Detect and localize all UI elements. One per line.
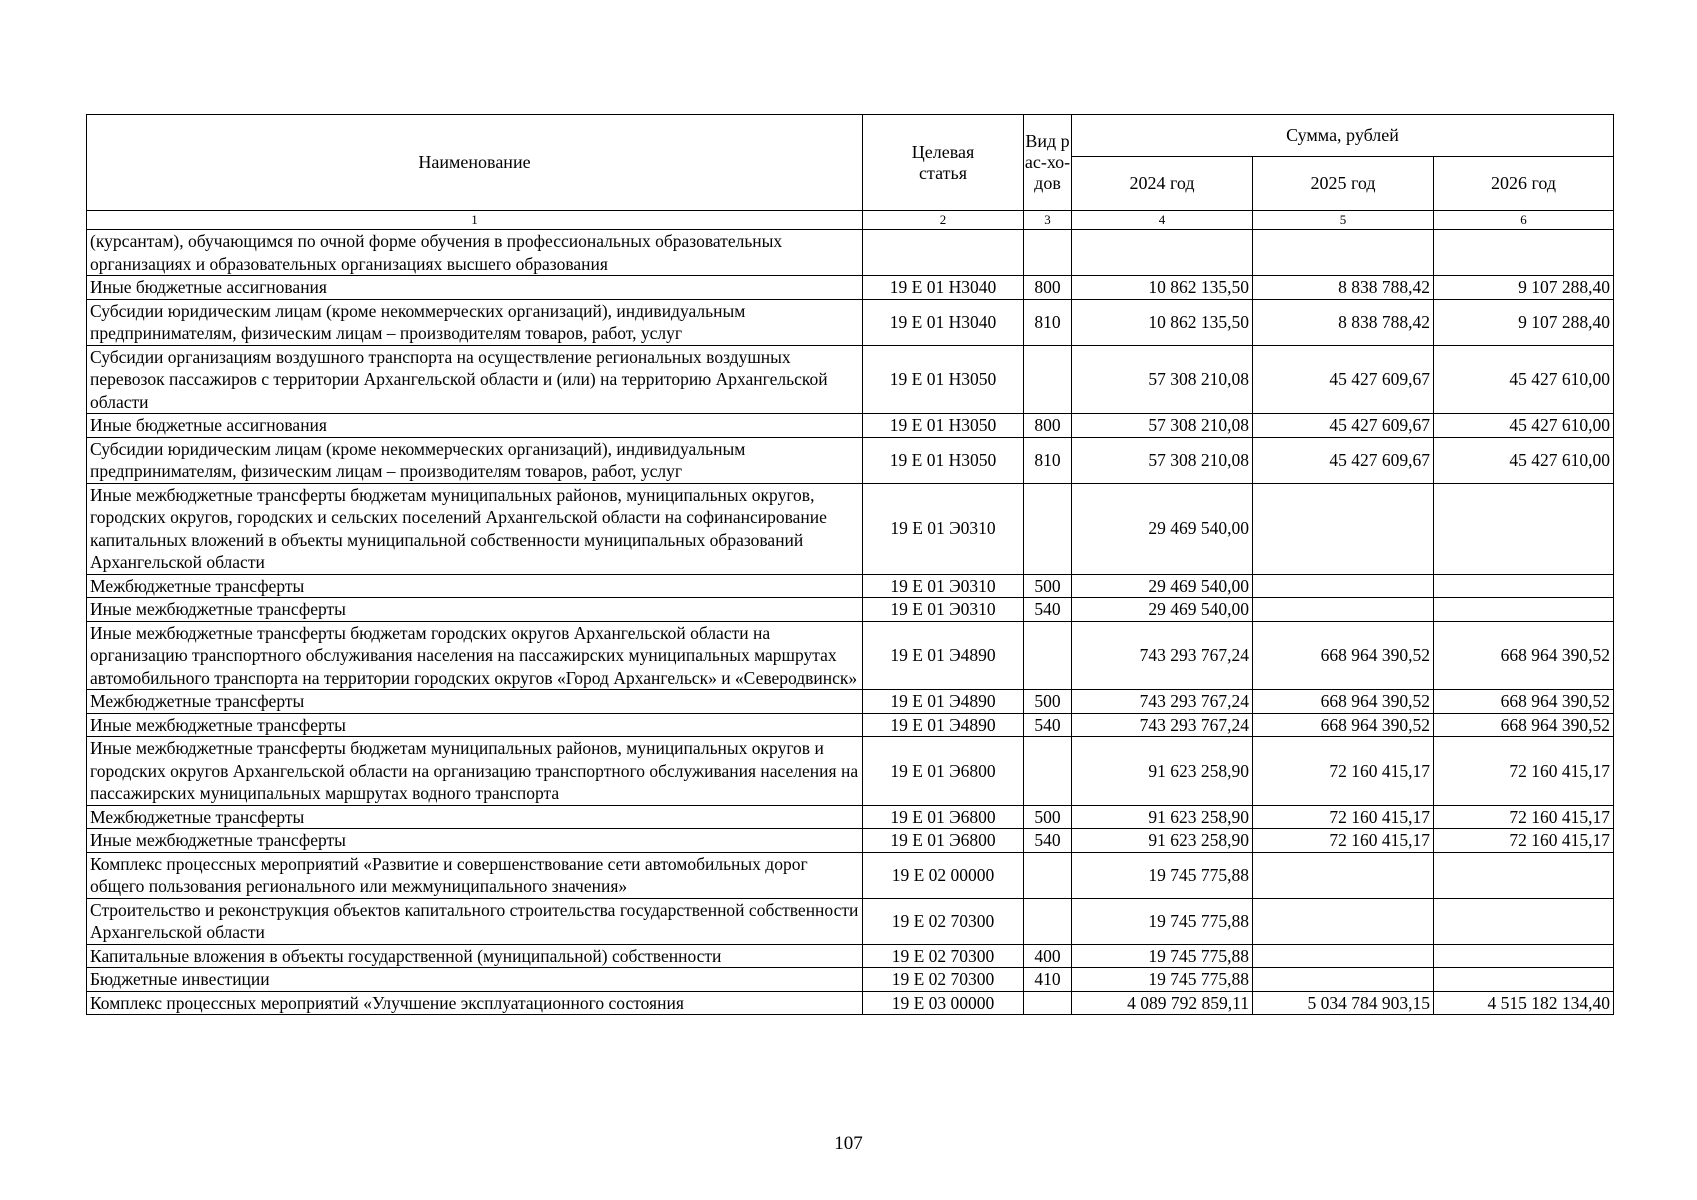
row-target-article: 19 Е 01 Н3040: [863, 276, 1024, 300]
row-expense-kind: [1024, 737, 1072, 806]
row-sum-2026: [1434, 598, 1614, 622]
row-sum-2025: 45 427 609,67: [1253, 345, 1434, 414]
column-index: 4: [1072, 211, 1253, 230]
row-sum-2025: [1253, 852, 1434, 898]
row-sum-2026: 668 964 390,52: [1434, 713, 1614, 737]
row-target-article: 19 Е 01 Н3050: [863, 414, 1024, 438]
table-row: [87, 598, 1614, 622]
table-row: [87, 852, 1614, 898]
row-sum-2025: 72 160 415,17: [1253, 829, 1434, 853]
row-name: Комплекс процессных мероприятий «Улучшение эксплуатационного состояния: [87, 991, 863, 1015]
row-sum-2025: 668 964 390,52: [1253, 713, 1434, 737]
row-sum-2026: [1434, 852, 1614, 898]
table-row: [87, 805, 1614, 829]
row-sum-2025: 8 838 788,42: [1253, 299, 1434, 345]
row-expense-kind: [1024, 230, 1072, 276]
header-expense-kind: Вид рас-хо-дов: [1024, 115, 1072, 211]
row-sum-2026: 45 427 610,00: [1434, 345, 1614, 414]
row-sum-2026: 72 160 415,17: [1434, 829, 1614, 853]
row-sum-2025: [1253, 483, 1434, 574]
row-sum-2025: 45 427 609,67: [1253, 414, 1434, 438]
row-sum-2026: 72 160 415,17: [1434, 737, 1614, 806]
row-sum-2025: 668 964 390,52: [1253, 690, 1434, 714]
row-sum-2024: 57 308 210,08: [1072, 437, 1253, 483]
row-target-article: 19 Е 01 Э6800: [863, 805, 1024, 829]
table-row: [87, 898, 1614, 944]
table-row: [87, 991, 1614, 1015]
row-name: Капитальные вложения в объекты государственной (муниципальной) собственности: [87, 944, 863, 968]
table-row: [87, 690, 1614, 714]
table-body: [87, 230, 1614, 1015]
row-target-article: 19 Е 01 Н3040: [863, 299, 1024, 345]
row-target-article: 19 Е 02 70300: [863, 944, 1024, 968]
row-target-article: 19 Е 02 70300: [863, 968, 1024, 992]
row-sum-2025: [1253, 944, 1434, 968]
row-expense-kind: 540: [1024, 829, 1072, 853]
table-row: [87, 483, 1614, 574]
row-name: Иные межбюджетные трансферты бюджетам муниципальных районов, муниципальных округов, городских округов, городских и сельских поселений Архангельской области на софинансирование капитальных вложений в объекты муниципальной собственности муниципальных образований Архангельской области: [87, 483, 863, 574]
row-sum-2024: [1072, 230, 1253, 276]
row-target-article: 19 Е 03 00000: [863, 991, 1024, 1015]
row-sum-2026: 45 427 610,00: [1434, 437, 1614, 483]
row-name: Субсидии юридическим лицам (кроме некоммерческих организаций), индивидуальным предпринимателям, физическим лицам – производителям товаров, работ, услуг: [87, 299, 863, 345]
header-name: Наименование: [87, 115, 863, 211]
row-name: Межбюджетные трансферты: [87, 574, 863, 598]
table-row: [87, 276, 1614, 300]
row-sum-2024: 19 745 775,88: [1072, 852, 1253, 898]
row-sum-2024: 29 469 540,00: [1072, 483, 1253, 574]
header-year-2026: 2026 год: [1434, 157, 1614, 211]
row-name: Иные бюджетные ассигнования: [87, 414, 863, 438]
row-sum-2026: [1434, 898, 1614, 944]
row-sum-2025: 668 964 390,52: [1253, 621, 1434, 690]
row-name: Субсидии организациям воздушного транспорта на осуществление региональных воздушных перевозок пассажиров с территории Архангельской области и (или) на территорию Архангельской области: [87, 345, 863, 414]
row-target-article: 19 Е 01 Э0310: [863, 483, 1024, 574]
header-year-2025: 2025 год: [1253, 157, 1434, 211]
row-sum-2024: 743 293 767,24: [1072, 690, 1253, 714]
header-year-2024: 2024 год: [1072, 157, 1253, 211]
row-target-article: 19 Е 01 Э6800: [863, 829, 1024, 853]
row-target-article: 19 Е 01 Н3050: [863, 437, 1024, 483]
table-row: [87, 437, 1614, 483]
row-target-article: 19 Е 01 Н3050: [863, 345, 1024, 414]
row-name: Иные межбюджетные трансферты бюджетам муниципальных районов, муниципальных округов и городских округов Архангельской области на организацию транспортного обслуживания населения на пассажирских муниципальных маршрутах водного транспорта: [87, 737, 863, 806]
row-expense-kind: 540: [1024, 598, 1072, 622]
row-expense-kind: 410: [1024, 968, 1072, 992]
row-expense-kind: [1024, 345, 1072, 414]
row-sum-2024: 29 469 540,00: [1072, 574, 1253, 598]
row-sum-2026: 45 427 610,00: [1434, 414, 1614, 438]
row-expense-kind: [1024, 621, 1072, 690]
row-expense-kind: [1024, 991, 1072, 1015]
row-name: Иные межбюджетные трансферты бюджетам городских округов Архангельской области на организацию транспортного обслуживания населения на пассажирских муниципальных маршрутах автомобильного транспорта на территории городских округов «Город Архангельск» и «Северодвинск»: [87, 621, 863, 690]
row-name: (курсантам), обучающимся по очной форме обучения в профессиональных образовательных организациях и образовательных организациях высшего образования: [87, 230, 863, 276]
table-row: [87, 230, 1614, 276]
table-row: [87, 299, 1614, 345]
column-index: 1: [87, 211, 863, 230]
header-sum: Сумма, рублей: [1072, 115, 1614, 157]
row-name: Иные межбюджетные трансферты: [87, 713, 863, 737]
row-sum-2024: 743 293 767,24: [1072, 713, 1253, 737]
header-target-article: Целевая статья: [863, 115, 1024, 211]
row-name: Иные бюджетные ассигнования: [87, 276, 863, 300]
column-index: 3: [1024, 211, 1072, 230]
row-expense-kind: 810: [1024, 299, 1072, 345]
row-sum-2024: 4 089 792 859,11: [1072, 991, 1253, 1015]
row-sum-2025: [1253, 230, 1434, 276]
row-sum-2024: 57 308 210,08: [1072, 345, 1253, 414]
row-target-article: 19 Е 01 Э6800: [863, 737, 1024, 806]
table-row: [87, 574, 1614, 598]
row-sum-2025: 45 427 609,67: [1253, 437, 1434, 483]
row-sum-2025: 5 034 784 903,15: [1253, 991, 1434, 1015]
row-expense-kind: [1024, 898, 1072, 944]
row-name: Иные межбюджетные трансферты: [87, 829, 863, 853]
table-row: [87, 345, 1614, 414]
row-sum-2024: 19 745 775,88: [1072, 898, 1253, 944]
table-row: [87, 737, 1614, 806]
row-expense-kind: [1024, 483, 1072, 574]
row-sum-2026: [1434, 968, 1614, 992]
column-index-row: [87, 211, 1614, 230]
row-sum-2026: [1434, 483, 1614, 574]
row-sum-2024: 10 862 135,50: [1072, 299, 1253, 345]
table-row: [87, 621, 1614, 690]
row-sum-2026: 668 964 390,52: [1434, 690, 1614, 714]
row-name: Межбюджетные трансферты: [87, 805, 863, 829]
row-sum-2026: 4 515 182 134,40: [1434, 991, 1614, 1015]
row-sum-2025: [1253, 574, 1434, 598]
row-expense-kind: 400: [1024, 944, 1072, 968]
row-sum-2026: 9 107 288,40: [1434, 276, 1614, 300]
row-sum-2024: 19 745 775,88: [1072, 944, 1253, 968]
row-expense-kind: [1024, 852, 1072, 898]
page-number: 107: [834, 1133, 863, 1154]
row-expense-kind: 800: [1024, 414, 1072, 438]
column-index: 5: [1253, 211, 1434, 230]
row-target-article: 19 Е 02 70300: [863, 898, 1024, 944]
row-name: Комплекс процессных мероприятий «Развитие и совершенствование сети автомобильных дорог общего пользования регионального или межмуниципального значения»: [87, 852, 863, 898]
row-expense-kind: 500: [1024, 690, 1072, 714]
table-row: [87, 829, 1614, 853]
table-row: [87, 713, 1614, 737]
table-row: [87, 414, 1614, 438]
row-sum-2025: 72 160 415,17: [1253, 737, 1434, 806]
row-sum-2026: [1434, 230, 1614, 276]
row-sum-2026: 72 160 415,17: [1434, 805, 1614, 829]
row-expense-kind: 500: [1024, 805, 1072, 829]
row-sum-2024: 91 623 258,90: [1072, 737, 1253, 806]
row-expense-kind: 540: [1024, 713, 1072, 737]
row-sum-2025: 8 838 788,42: [1253, 276, 1434, 300]
row-sum-2024: 29 469 540,00: [1072, 598, 1253, 622]
row-sum-2025: 72 160 415,17: [1253, 805, 1434, 829]
row-sum-2026: 668 964 390,52: [1434, 621, 1614, 690]
row-name: Бюджетные инвестиции: [87, 968, 863, 992]
row-sum-2024: 19 745 775,88: [1072, 968, 1253, 992]
row-sum-2024: 91 623 258,90: [1072, 829, 1253, 853]
row-target-article: 19 Е 01 Э4890: [863, 621, 1024, 690]
row-sum-2024: 10 862 135,50: [1072, 276, 1253, 300]
row-target-article: 19 Е 01 Э4890: [863, 713, 1024, 737]
row-target-article: 19 Е 02 00000: [863, 852, 1024, 898]
row-sum-2024: 743 293 767,24: [1072, 621, 1253, 690]
row-target-article: 19 Е 01 Э4890: [863, 690, 1024, 714]
row-sum-2024: 57 308 210,08: [1072, 414, 1253, 438]
row-name: Строительство и реконструкция объектов капитального строительства государственной собственности Архангельской области: [87, 898, 863, 944]
row-sum-2025: [1253, 898, 1434, 944]
table-row: [87, 944, 1614, 968]
row-sum-2026: [1434, 574, 1614, 598]
column-index: 2: [863, 211, 1024, 230]
row-expense-kind: 810: [1024, 437, 1072, 483]
row-expense-kind: 800: [1024, 276, 1072, 300]
row-target-article: [863, 230, 1024, 276]
column-index: 6: [1434, 211, 1614, 230]
row-sum-2026: 9 107 288,40: [1434, 299, 1614, 345]
budget-table: [86, 114, 1614, 1015]
row-name: Субсидии юридическим лицам (кроме некоммерческих организаций), индивидуальным предпринимателям, физическим лицам – производителям товаров, работ, услуг: [87, 437, 863, 483]
row-sum-2024: 91 623 258,90: [1072, 805, 1253, 829]
row-target-article: 19 Е 01 Э0310: [863, 574, 1024, 598]
table-row: [87, 968, 1614, 992]
row-sum-2026: [1434, 944, 1614, 968]
row-target-article: 19 Е 01 Э0310: [863, 598, 1024, 622]
row-name: Межбюджетные трансферты: [87, 690, 863, 714]
row-sum-2025: [1253, 598, 1434, 622]
row-name: Иные межбюджетные трансферты: [87, 598, 863, 622]
row-expense-kind: 500: [1024, 574, 1072, 598]
row-sum-2025: [1253, 968, 1434, 992]
